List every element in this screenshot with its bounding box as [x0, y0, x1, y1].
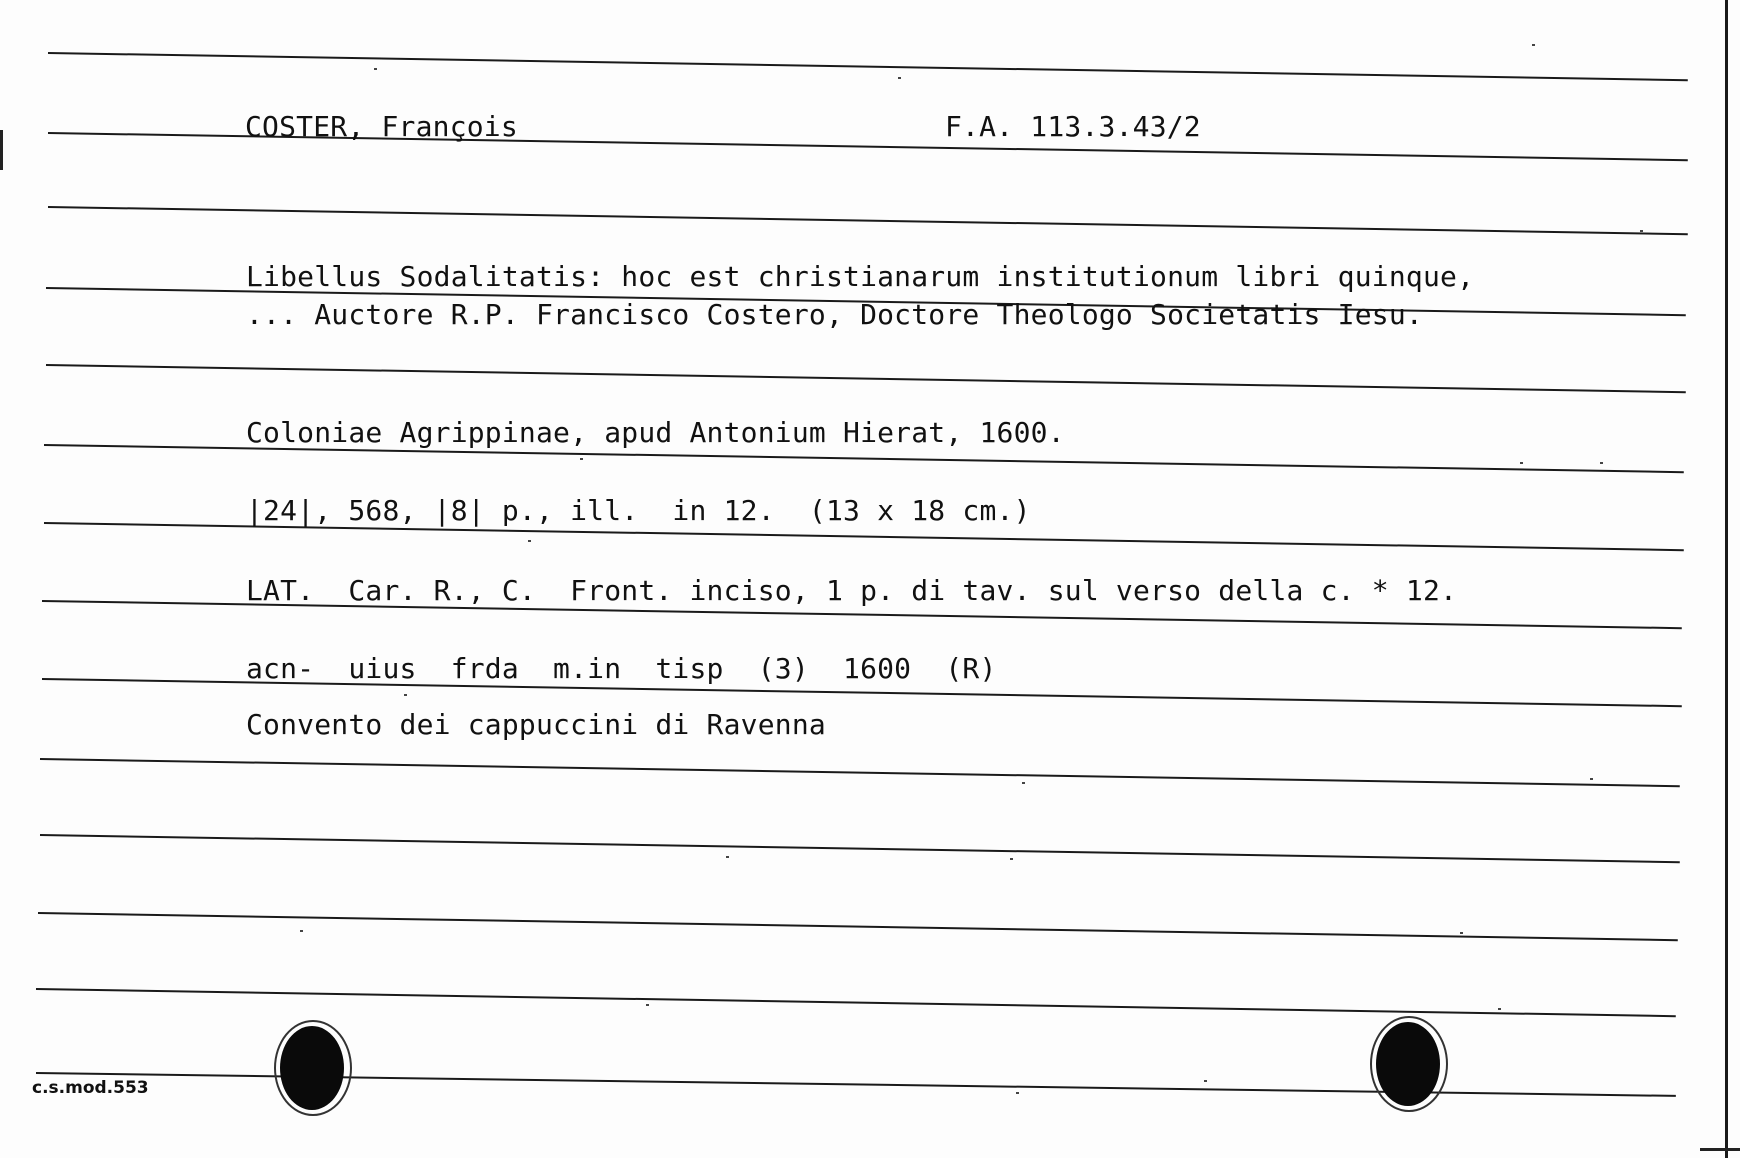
- author-heading: COSTER, François: [245, 110, 518, 143]
- ruled-line: [36, 988, 1676, 1017]
- scan-speck: [374, 68, 377, 70]
- scan-speck: [300, 930, 303, 932]
- punch-hole-left: [280, 1026, 344, 1110]
- scan-speck: [1590, 778, 1593, 780]
- form-code: c.s.mod.553: [32, 1078, 149, 1098]
- scan-speck: [898, 77, 901, 79]
- scan-speck: [1520, 462, 1523, 464]
- scan-speck: [1532, 44, 1535, 46]
- imprint-line: Coloniae Agrippinae, apud Antonium Hierat, 1600.: [246, 416, 1065, 449]
- scan-speck: [528, 540, 531, 542]
- ruled-line: [40, 758, 1680, 787]
- scan-speck: [1016, 1092, 1019, 1094]
- scan-speck: [1498, 1008, 1501, 1010]
- shelfmark: F.A. 113.3.43/2: [945, 110, 1201, 143]
- scan-speck: [1204, 1080, 1207, 1082]
- title-line-2: ... Auctore R.P. Francisco Costero, Doctore Theologo Societatis Iesu.: [246, 298, 1423, 331]
- scan-speck: [646, 1004, 649, 1006]
- ruled-line: [48, 52, 1688, 81]
- scan-speck: [1600, 462, 1603, 464]
- scan-speck: [1022, 782, 1025, 784]
- scan-speck: [1010, 858, 1013, 860]
- title-line-1: Libellus Sodalitatis: hoc est christianarum institutionum libri quinque,: [246, 260, 1475, 293]
- notes-line: LAT. Car. R., C. Front. inciso, 1 p. di tav. sul verso della c. * 12.: [246, 574, 1458, 607]
- right-edge-mark: [1725, 0, 1728, 1158]
- ruled-line: [40, 834, 1680, 863]
- bottom-corner-mark: [1700, 1148, 1740, 1151]
- ruled-line: [48, 206, 1688, 235]
- left-edge-mark: [0, 130, 3, 170]
- punch-hole-right: [1376, 1022, 1440, 1106]
- scan-speck: [580, 458, 583, 460]
- provenance-line: Convento dei cappuccini di Ravenna: [246, 708, 826, 741]
- scan-speck: [1640, 230, 1643, 232]
- scan-speck: [404, 694, 407, 696]
- scan-speck: [1460, 932, 1463, 934]
- scan-speck: [726, 856, 729, 858]
- fingerprint-line: acn- uius frda m.in tisp (3) 1600 (R): [246, 652, 997, 685]
- ruled-line: [38, 912, 1678, 941]
- ruled-line: [46, 364, 1686, 393]
- collation-line: |24|, 568, |8| p., ill. in 12. (13 x 18 cm.): [246, 494, 1031, 527]
